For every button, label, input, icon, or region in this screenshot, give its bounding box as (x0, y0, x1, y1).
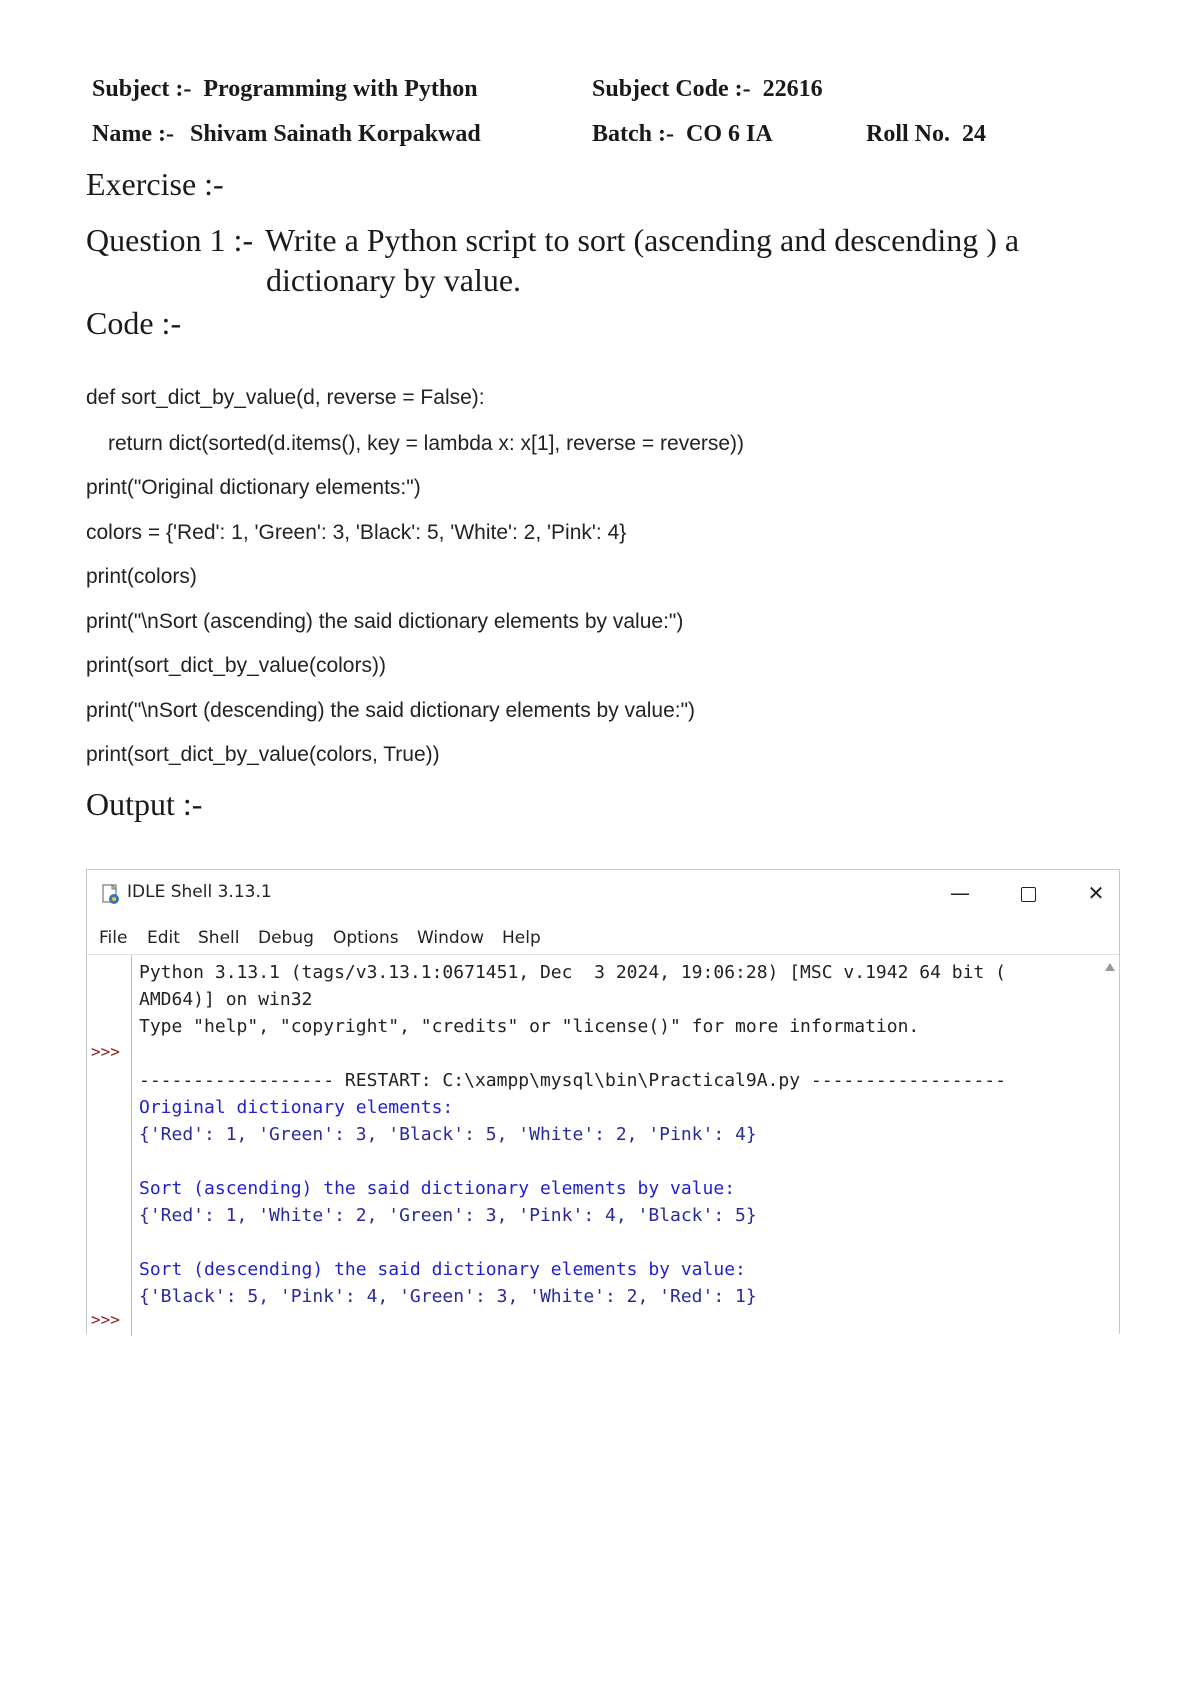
batch-value: CO 6 IA (685, 121, 773, 147)
code-line: print("\nSort (descending) the said dictionary elements by value:") (86, 699, 696, 722)
minimize-button[interactable] (937, 876, 983, 910)
menu-shell[interactable]: Shell (198, 928, 240, 948)
idle-shell-window (86, 869, 1120, 1334)
minimize-icon: — (950, 881, 970, 905)
question-line-2: dictionary by value. (266, 262, 522, 298)
menu-debug[interactable]: Debug (258, 928, 314, 948)
shell-prompt: >>> (91, 1310, 120, 1329)
output-line: {'Red': 1, 'Green': 3, 'Black': 5, 'White': 2, 'Pink': 4} (139, 1124, 757, 1145)
shell-prompt: >>> (91, 1042, 120, 1061)
banner-line: AMD64)] on win32 (139, 989, 313, 1010)
close-button[interactable] (1073, 876, 1119, 910)
code-line: print(sort_dict_by_value(colors, True)) (86, 743, 440, 766)
code-line: colors = {'Red': 1, 'Green': 3, 'Black': 5, 'White': 2, 'Pink': 4} (86, 521, 627, 544)
idle-app-icon (101, 883, 121, 905)
batch-line (592, 121, 773, 148)
scroll-up-arrow-icon[interactable] (1105, 963, 1115, 971)
menu-options[interactable]: Options (333, 928, 399, 948)
subject-line (92, 76, 478, 103)
output-line: {'Black': 5, 'Pink': 4, 'Green': 3, 'White': 2, 'Red': 1} (139, 1286, 757, 1307)
batch-label: Batch :- (592, 121, 674, 147)
banner-line: Type "help", "copyright", "credits" or "license()" for more information. (139, 1016, 920, 1037)
question-label: Question 1 :- (86, 222, 254, 258)
maximize-button[interactable] (1005, 876, 1051, 910)
menu-file[interactable]: File (99, 928, 128, 948)
output-line: Original dictionary elements: (139, 1097, 454, 1118)
code-line: def sort_dict_by_value(d, reverse = False): (86, 386, 485, 409)
question-line-1: Write a Python script to sort (ascending and descending ) a (265, 222, 1020, 258)
name-value: Shivam Sainath Korpakwad (189, 121, 481, 147)
menu-edit[interactable]: Edit (147, 928, 180, 948)
code-heading: Code :- (86, 305, 182, 341)
output-line: Sort (ascending) the said dictionary elements by value: (139, 1178, 736, 1199)
subject-value: Programming with Python (203, 76, 478, 102)
maximize-icon (1021, 887, 1036, 902)
output-heading: Output :- (86, 786, 203, 822)
close-icon: ✕ (1087, 881, 1105, 905)
roll-line (866, 121, 986, 148)
shell-text-area[interactable] (87, 954, 1119, 1336)
subject-code-label: Subject Code :- (592, 76, 751, 102)
menu-bar (87, 924, 1119, 954)
subject-label: Subject :- (92, 76, 192, 102)
code-line: print("\nSort (ascending) the said dictionary elements by value:") (86, 610, 684, 633)
roll-value: 24 (962, 121, 986, 147)
code-line: return dict(sorted(d.items(), key = lambda x: x[1], reverse = reverse)) (108, 432, 745, 455)
restart-line: ------------------ RESTART: C:\xampp\mysql\bin\Practical9A.py ------------------ (139, 1070, 1006, 1091)
prompt-gutter (87, 955, 132, 1336)
roll-label: Roll No. (866, 121, 950, 147)
name-label: Name :- (92, 121, 174, 147)
output-line: Sort (descending) the said dictionary elements by value: (139, 1259, 746, 1280)
code-line: print(colors) (86, 565, 197, 588)
window-title: IDLE Shell 3.13.1 (127, 882, 272, 902)
name-line (92, 121, 481, 148)
subject-code-value: 22616 (762, 76, 823, 102)
menu-help[interactable]: Help (502, 928, 541, 948)
banner-line: Python 3.13.1 (tags/v3.13.1:0671451, Dec 3 2024, 19:06:28) [MSC v.1942 64 bit ( (139, 962, 1006, 983)
menu-window[interactable]: Window (417, 928, 485, 948)
output-line: {'Red': 1, 'White': 2, 'Green': 3, 'Pink': 4, 'Black': 5} (139, 1205, 757, 1226)
title-bar[interactable] (87, 870, 1119, 916)
subject-code-line (592, 76, 823, 103)
code-line: print("Original dictionary elements:") (86, 476, 421, 499)
exercise-heading: Exercise :- (86, 166, 224, 202)
code-line: print(sort_dict_by_value(colors)) (86, 654, 386, 677)
